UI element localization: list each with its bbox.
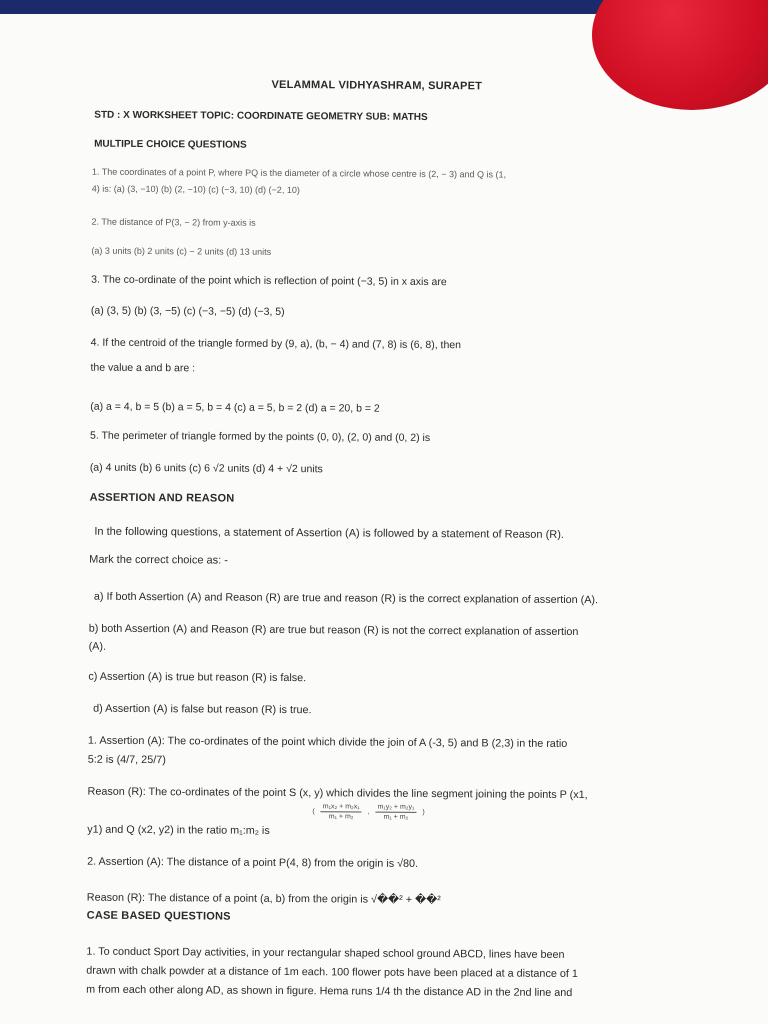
case-heading: CASE BASED QUESTIONS: [86, 909, 231, 923]
assertion-choice-b-line1: b) both Assertion (A) and Reason (R) are true but reason (R) is not the correct explanation of assertion: [88, 622, 579, 639]
mcq-q3-options: (a) (3, 5) (b) (3, −5) (c) (−3, −5) (d) (−3, 5): [90, 304, 285, 318]
y-fraction: [375, 803, 416, 822]
assertion-q1-r-line2: y1) and Q (x2, y2) in the ratio m₁:m₂ is: [87, 823, 270, 837]
case-q1-line3: m from each other along AD, as shown in figure. Hema runs 1/4 th the distance AD in the 2nd line and: [86, 983, 573, 1000]
assertion-choice-b-line2: (A).: [88, 640, 107, 653]
x-fraction: [321, 802, 362, 821]
x-numerator: m₁x₂ + m₂x₁: [321, 802, 362, 812]
mcq-q4-options: (a) a = 4, b = 5 (b) a = 5, b = 4 (c) a = 5, b = 2 (d) a = 20, b = 2: [90, 400, 380, 415]
close-paren: ): [422, 808, 425, 816]
assertion-q2-r: Reason (R): The distance of a point (a, b) from the origin is √��² + ��²: [86, 891, 441, 907]
mcq-q2-options: (a) 3 units (b) 2 units (c) − 2 units (d) 13 units: [91, 245, 272, 257]
open-paren: (: [312, 808, 315, 816]
worksheet-content: [0, 14, 768, 1024]
assertion-choice-d: d) Assertion (A) is false but reason (R) is true.: [93, 702, 312, 717]
section-formula: [312, 802, 424, 822]
school-name: VELAMMAL VIDHYASHRAM, SURAPET: [271, 78, 483, 93]
assertion-choice-a: a) If both Assertion (A) and Reason (R) are true and reason (R) is the correct explanation of assertion (A).: [93, 590, 599, 607]
worksheet-paper: [0, 14, 768, 1024]
mcq-q4-line2: the value a and b are :: [90, 361, 196, 375]
comma: ,: [367, 808, 370, 816]
case-q1-line1: 1. To conduct Sport Day activities, in your rectangular shaped school ground ABCD, lines have been: [86, 945, 565, 961]
mcq-q5-options: (a) 4 units (b) 6 units (c) 6 √2 units (d) 4 + √2 units: [89, 461, 323, 476]
mcq-q1-line2: 4) is: (a) (3, −10) (b) (2, −10) (c) (−3, 10) (d) (−2, 10): [91, 183, 300, 196]
mcq-q5: 5. The perimeter of triangle formed by the points (0, 0), (2, 0) and (0, 2) is: [90, 429, 431, 445]
worksheet-subtitle: STD : X WORKSHEET TOPIC: COORDINATE GEOMETRY SUB: MATHS: [94, 109, 428, 123]
assertion-mark: Mark the correct choice as: -: [89, 553, 229, 567]
mcq-q1-line1: 1. The coordinates of a point P, where PQ is the diameter of a circle whose centre is (2, − 3) and Q is (1,: [91, 166, 507, 180]
assertion-q1-r-line1: Reason (R): The co-ordinates of the point S (x, y) which divides the line segment joining the points P (x1,: [87, 785, 588, 802]
assertion-choice-c: c) Assertion (A) is true but reason (R) is false.: [88, 670, 307, 685]
assertion-q1-a-line2: 5:2 is (4/7, 25/7): [87, 753, 166, 767]
case-q1-line2: drawn with chalk powder at a distance of 1m each. 100 flower pots have been placed at a distance of 1: [86, 964, 578, 981]
mcq-q2: 2. The distance of P(3, − 2) from y-axis is: [91, 216, 256, 228]
assertion-heading: ASSERTION AND REASON: [89, 491, 235, 505]
mcq-q3: 3. The co-ordinate of the point which is reflection of point (−3, 5) in x axis are: [91, 273, 447, 289]
mcq-q4-line1: 4. If the centroid of the triangle formed by (9, a), (b, − 4) and (7, 8) is (6, 8), then: [90, 336, 462, 352]
mcq-heading: MULTIPLE CHOICE QUESTIONS: [94, 138, 247, 151]
assertion-q1-a-line1: 1. Assertion (A): The co-ordinates of the point which divide the join of A (-3, 5) and B (2,3) in the ratio: [87, 734, 568, 750]
x-denominator: m₁ + m₂: [328, 813, 354, 821]
y-denominator: m₁ + m₂: [383, 813, 409, 821]
y-numerator: m₁y₂ + m₂y₁: [376, 803, 417, 813]
assertion-q2-a: 2. Assertion (A): The distance of a point P(4, 8) from the origin is √80.: [87, 855, 419, 870]
assertion-intro: In the following questions, a statement of Assertion (A) is followed by a statement of Reason (R).: [94, 525, 564, 541]
